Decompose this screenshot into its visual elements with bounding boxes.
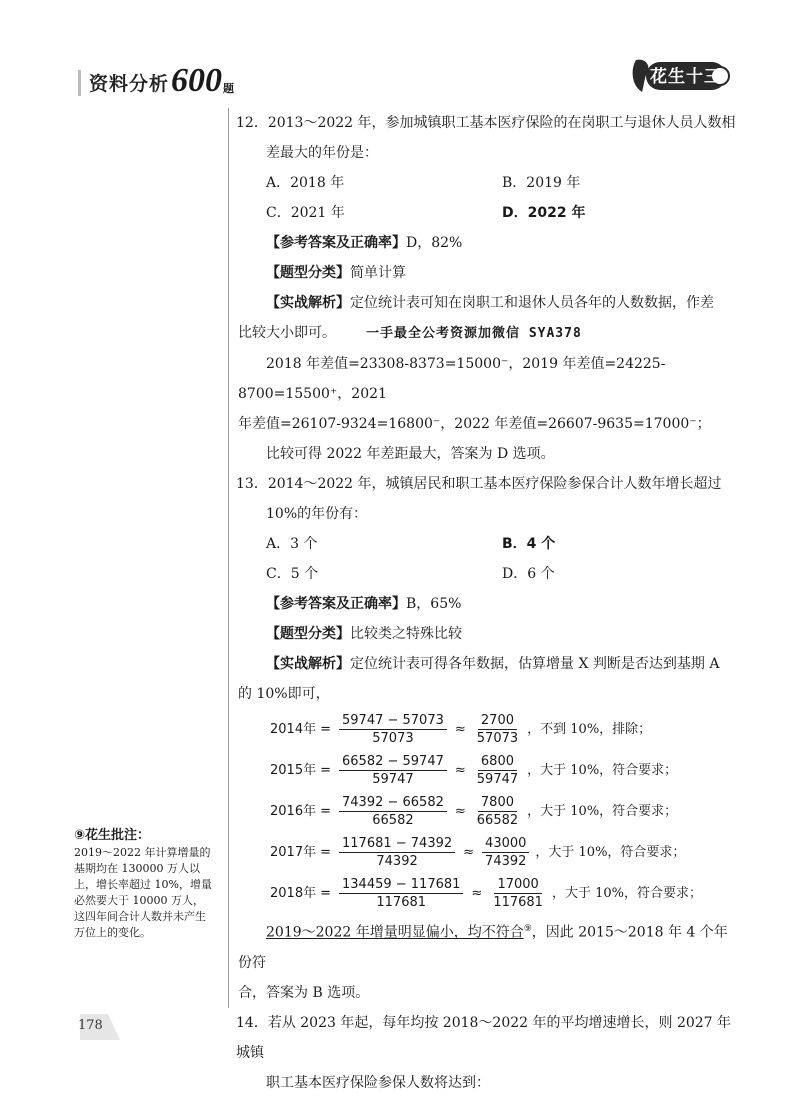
calc-result: ，不到 10%，排除； <box>527 721 652 737</box>
calc-fraction <box>339 753 447 788</box>
calc-approx: ≈ <box>463 844 475 860</box>
q13-final-line1 <box>238 914 738 978</box>
calc-numerator: 117681 − 74392 <box>339 835 455 853</box>
header-divider <box>78 70 81 96</box>
calc-year: 2017年 <box>270 844 317 860</box>
calc-denominator: 57073 <box>372 731 414 746</box>
annotation-title: ⑨花生批注： <box>74 828 151 843</box>
calc-row <box>238 873 738 914</box>
calc-approx: ≈ <box>454 721 466 737</box>
q12-diff-line1: 2018 年差值=23308-8373=15000⁻，2019 年差值=24225-8700=15500⁺，2021 <box>238 356 666 402</box>
calc-row <box>238 791 738 832</box>
calc-fraction-approx <box>490 876 546 911</box>
q12-type-tag: 【题型分类】 <box>266 265 350 281</box>
calc-approx: ≈ <box>454 762 466 778</box>
calc-numerator-approx: 6800 <box>478 753 517 771</box>
q13-type-text: 比较类之特殊比较 <box>350 626 462 642</box>
calc-denominator: 74392 <box>376 854 418 869</box>
q12-option-a: A．2018 年 <box>266 175 345 191</box>
calc-denominator-approx: 66582 <box>476 813 519 828</box>
calc-row <box>238 709 738 750</box>
q13-options-row1 <box>238 529 738 559</box>
q12-type <box>238 258 738 288</box>
book-title-number: 600 <box>171 62 223 99</box>
calc-result: ，大于 10%，符合要求； <box>535 844 686 860</box>
q13-final-line2: 合，答案为 B 选项。 <box>238 984 370 1001</box>
calc-fraction-approx <box>474 753 521 788</box>
q12-option-c: C．2021 年 <box>266 205 345 221</box>
q12-answer-tag: 【参考答案及正确率】 <box>266 235 406 251</box>
calc-numerator: 74392 − 66582 <box>339 794 447 812</box>
calc-denominator: 66582 <box>372 813 414 828</box>
q13-answer-text: B，65% <box>406 596 462 612</box>
calc-numerator-approx: 7800 <box>478 794 517 812</box>
q12-option-d: D．2022 年 <box>502 205 586 221</box>
annotation-body: 2019～2022 年计算增量的基期均在 130000 万人以上，增长率超过 10%，增量必然要大于 10000 万人，这四年间合计人数并未产生万位上的变化。 <box>74 846 212 939</box>
calc-row <box>238 750 738 791</box>
q13-stem-line1: 13．2014～2022 年，城镇居民和职工基本医疗保险参保合计人数年增长超过 <box>236 476 722 492</box>
q12-analysis-line2 <box>238 318 738 349</box>
calc-equals: = <box>320 762 331 778</box>
q13-analysis-text1: 定位统计表可得各年数据，估算增量 X 判断是否达到基期 A <box>350 656 720 672</box>
q13-answer-tag: 【参考答案及正确率】 <box>266 596 406 612</box>
calc-denominator: 117681 <box>376 895 427 910</box>
book-title-prefix: 资料分析 <box>89 73 170 95</box>
calc-numerator: 134459 − 117681 <box>339 876 463 894</box>
calc-equals: = <box>320 885 331 901</box>
calc-numerator-approx: 43000 <box>482 835 529 853</box>
calc-fraction-approx <box>474 794 521 829</box>
main-content <box>238 108 738 1098</box>
q12-type-text: 简单计算 <box>350 265 406 281</box>
q12-analysis-text1: 定位统计表可知在岗职工和退休人员各年的人数数据，作差 <box>350 295 714 311</box>
q14-stem-line1: 14．若从 2023 年起，每年均按 2018～2022 年的平均增速增长，则 2027 年城镇 <box>236 1014 732 1061</box>
q12-options-row2 <box>238 198 738 228</box>
q14-stem-line2: 职工基本医疗保险参保人数将达到： <box>266 1074 490 1091</box>
calc-numerator-approx: 17000 <box>494 876 541 894</box>
q13-type <box>238 619 738 649</box>
running-header <box>78 60 235 99</box>
calc-fraction <box>339 712 447 747</box>
calc-approx: ≈ <box>454 803 466 819</box>
logo-text: 花生十三 <box>650 67 722 87</box>
q13-options-row2 <box>238 559 738 589</box>
q12-answer <box>238 228 738 258</box>
calc-numerator: 59747 − 57073 <box>339 712 447 730</box>
calc-denominator-approx: 74392 <box>485 854 527 869</box>
side-annotation <box>74 827 214 941</box>
page-number: 178 <box>78 1018 103 1033</box>
brand-logo <box>630 56 730 96</box>
q12-option-b: B．2019 年 <box>502 175 581 191</box>
calc-fraction <box>339 876 463 911</box>
calc-year: 2018年 <box>270 885 317 901</box>
calc-equals: = <box>320 844 331 860</box>
calc-result: ，大于 10%，符合要求； <box>551 885 702 901</box>
calc-numerator: 66582 − 59747 <box>339 753 447 771</box>
calc-row <box>238 832 738 873</box>
q12-analysis-tag: 【实战解析】 <box>266 295 350 311</box>
calc-fraction <box>339 835 455 870</box>
calc-result: ，大于 10%，符合要求； <box>527 762 678 778</box>
q12-stem-line1: 12．2013～2022 年，参加城镇职工基本医疗保险的在岗职工与退休人员人数相 <box>236 115 736 131</box>
q13-type-tag: 【题型分类】 <box>266 626 350 642</box>
q12-stem-line2: 差最大的年份是： <box>266 145 378 161</box>
calc-denominator: 59747 <box>372 772 414 787</box>
calc-fraction <box>339 794 447 829</box>
calc-denominator-approx: 57073 <box>476 731 519 746</box>
q12-analysis-line1 <box>238 288 738 318</box>
q12-diff-line2: 年差值=26107-9324=16800⁻，2022 年差值=26607-9635=17000⁻； <box>238 416 711 432</box>
q12-options-row1 <box>238 168 738 198</box>
q13-stem-line2: 10%的年份有： <box>266 506 368 522</box>
calc-denominator-approx: 59747 <box>476 772 519 787</box>
margin-rule <box>228 108 229 1008</box>
calc-fraction-approx <box>482 835 529 870</box>
q13-option-b: B．4 个 <box>502 536 556 552</box>
calc-year: 2014年 <box>270 721 317 737</box>
watermark-text: 一手最全公考资源加微信 SYA378 <box>366 326 582 341</box>
calc-result: ，大于 10%，符合要求； <box>527 803 678 819</box>
q13-calculations <box>238 709 738 914</box>
calc-numerator-approx: 2700 <box>478 712 517 730</box>
q13-option-a: A．3 个 <box>266 536 318 552</box>
q13-analysis-line2: 的 10%即可， <box>238 686 330 702</box>
q12-answer-text: D，82% <box>406 235 463 251</box>
q13-analysis-tag: 【实战解析】 <box>266 656 350 672</box>
calc-equals: = <box>320 721 331 737</box>
book-title-suffix: 题 <box>223 82 235 95</box>
q13-option-c: C．5 个 <box>266 566 319 582</box>
q13-analysis-line1 <box>238 649 738 679</box>
calc-denominator-approx: 117681 <box>493 895 543 910</box>
calc-equals: = <box>320 803 331 819</box>
annotation-marker: ⑨ <box>523 924 532 934</box>
q13-final-underlined: 2019～2022 年增量明显偏小，均不符合 <box>266 924 524 941</box>
calc-fraction-approx <box>474 712 521 747</box>
q13-answer <box>238 589 738 619</box>
calc-approx: ≈ <box>471 885 483 901</box>
q12-analysis-text2: 比较大小即可。 <box>238 325 336 341</box>
q13-option-d: D．6 个 <box>502 566 555 582</box>
q12-conclusion: 比较可得 2022 年差距最大，答案为 D 选项。 <box>266 446 555 462</box>
calc-year: 2016年 <box>270 803 317 819</box>
calc-year: 2015年 <box>270 762 317 778</box>
q13-final-rest: ，因此 2015～2018 年 4 个年份符 <box>238 924 728 971</box>
